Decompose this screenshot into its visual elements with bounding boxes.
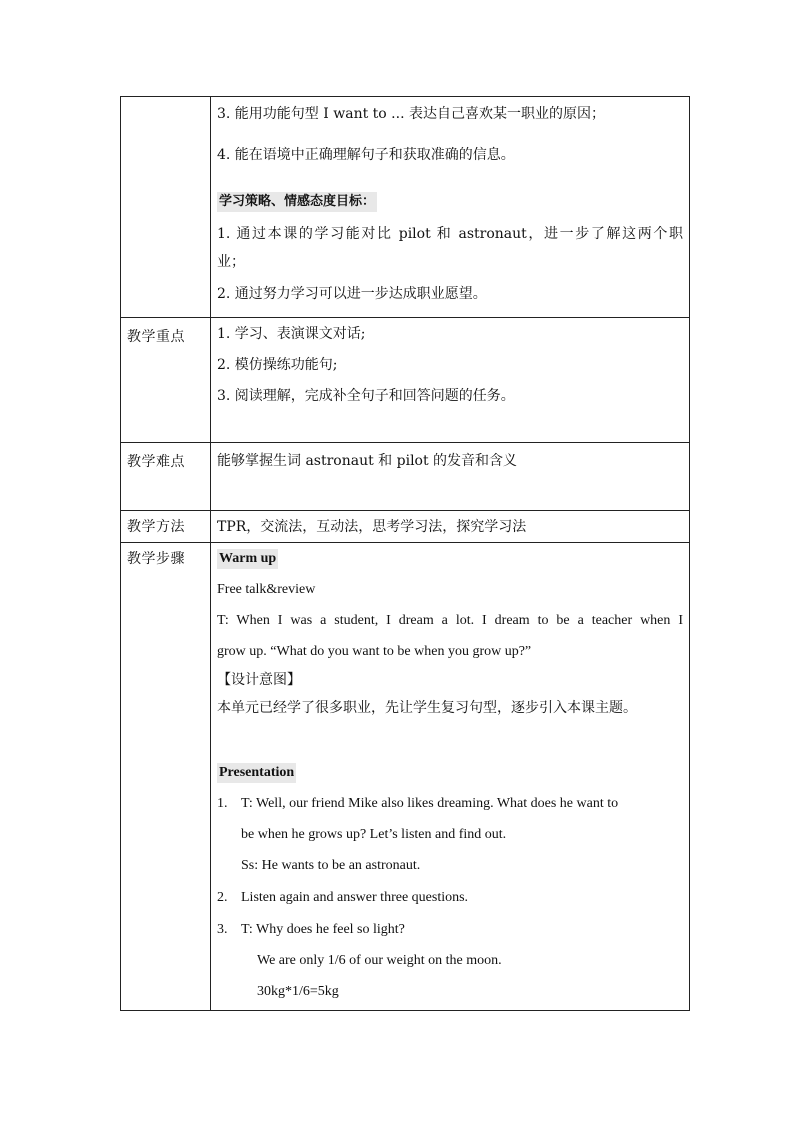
steps-row [121, 543, 690, 1011]
strategy-line-1b: 业； [217, 254, 245, 270]
difficulties-row [121, 443, 690, 511]
step-1-line-3: Ss: He wants to be an astronaut. [241, 858, 421, 873]
presentation-step-3 [217, 920, 683, 940]
objective-line-3: 3. 能用功能句型 I want to ... 表达自己喜欢某一职业的原因； [217, 106, 605, 122]
key-point-item: 2. 模仿操练功能句; [217, 357, 338, 373]
step-number: 3. [217, 922, 228, 937]
objectives-row [121, 97, 690, 318]
steps-label: 教学步骤 [127, 551, 185, 567]
presentation-heading: Presentation [217, 763, 296, 783]
step-3-sub-1: We are only 1/6 of our weight on the moon. [257, 953, 502, 968]
step-number: 1. [217, 796, 228, 811]
step-number: 2. [217, 890, 228, 905]
lesson-plan-table [120, 96, 690, 1011]
presentation-step-1 [217, 794, 683, 814]
teacher-line-2: grow up. “What do you want to be when you grow up?” [217, 644, 532, 659]
presentation-step-2 [217, 888, 683, 908]
methods-label: 教学方法 [127, 519, 185, 535]
teacher-line-1: T: When I was a student, I dream a lot. I dream to be a teacher when I [217, 613, 683, 628]
step-1-line-1: T: Well, our friend Mike also likes dreaming. What does he want to [241, 796, 619, 811]
key-points-row [121, 318, 690, 443]
step-3-text: T: Why does he feel so light? [241, 922, 405, 937]
free-talk-text: Free talk&review [217, 582, 316, 597]
difficulties-label: 教学难点 [127, 454, 185, 470]
step-1-line-2: be when he grows up? Let’s listen and find out. [241, 827, 507, 842]
design-intent-text: 本单元已经学了很多职业，先让学生复习句型，逐步引入本课主题。 [217, 700, 637, 716]
methods-text: TPR，交流法，互动法，思考学习法，探究学习法 [217, 519, 527, 535]
objectives-label-cell [121, 97, 211, 318]
difficulties-text: 能够掌握生词 astronaut 和 pilot 的发音和含义 [217, 453, 518, 469]
key-points-label: 教学重点 [127, 329, 185, 345]
warmup-heading: Warm up [217, 549, 278, 569]
objective-line-4: 4. 能在语境中正确理解句子和获取准确的信息。 [217, 147, 515, 163]
step-2-text: Listen again and answer three questions. [241, 890, 469, 905]
strategy-heading: 学习策略、情感态度目标： [217, 192, 377, 212]
strategy-line-2: 2. 通过努力学习可以进一步达成职业愿望。 [217, 286, 487, 302]
design-intent-heading: 【设计意图】 [217, 672, 301, 688]
strategy-line-1a: 1. 通过本课的学习能对比 pilot 和 astronaut，进一步了解这两个职 [217, 226, 683, 242]
step-3-sub-2: 30kg*1/6=5kg [257, 984, 339, 999]
objectives-content-cell [211, 97, 690, 318]
key-point-item: 3. 阅读理解，完成补全句子和回答问题的任务。 [217, 388, 515, 404]
methods-row [121, 511, 690, 543]
objectives-label [121, 97, 210, 106]
key-point-item: 1. 学习、表演课文对话; [217, 326, 366, 342]
